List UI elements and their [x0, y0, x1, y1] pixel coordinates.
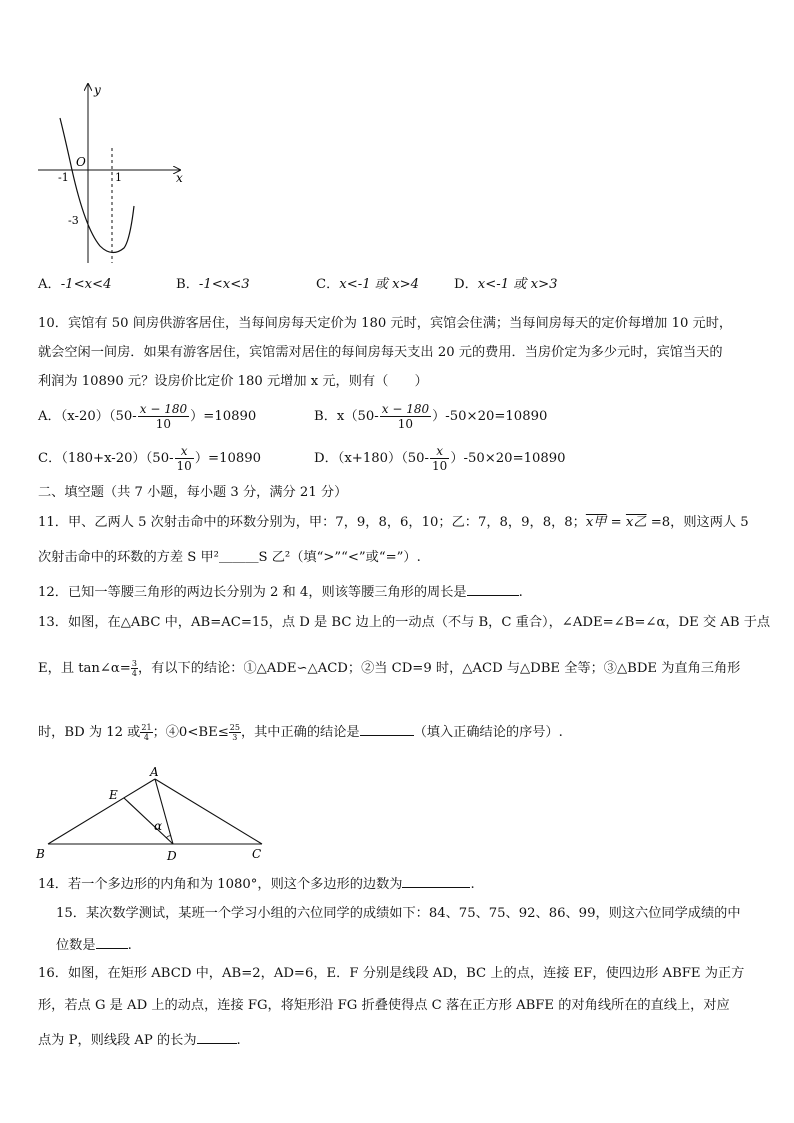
vertex-c-label: C [252, 847, 262, 861]
be-fraction: $\frac{25}{3}$ [229, 723, 240, 742]
graph-x-label: x [176, 171, 183, 185]
q13-line2: E，且 tan∠α= $\frac{3}{4}$ ，有以下的结论：①△ADE∽△ACD；②当 CD=9 时，△ACD 与△DBE 全等；③△BDE 为直角三角形 [38, 659, 741, 678]
q9-option-a: A．-1<x<4 [38, 277, 112, 292]
q10-option-d-fraction: $\frac{x}{10}$ [432, 444, 448, 473]
q12-answer-blank[interactable] [467, 582, 519, 596]
parabola-graph [30, 78, 200, 268]
q10-line1: 10．宾馆有 50 间房供游客居住，当每间房每天定价为 180 元时，宾馆会住满；当每间房每天的定价每增加 10 元时， [38, 316, 733, 331]
q10-option-a: A．（x-20）（50- $\frac{x - 180}{10}$ ）=10890 [38, 402, 257, 431]
vertex-a-label: A [150, 765, 159, 779]
q16-answer-blank[interactable] [197, 1030, 237, 1044]
q9-option-d: D．x<-1 或 x>3 [454, 277, 558, 292]
q9-option-c: C．x<-1 或 x>4 [316, 277, 420, 292]
mean-symbol-yi: x乙 [625, 515, 647, 530]
graph-tick-neg1: -1 [58, 171, 69, 184]
triangle-figure [30, 762, 280, 864]
q12-line: 12．已知一等腰三角形的两边长分别为 2 和 4，则该等腰三角形的周长是 . [38, 582, 523, 602]
graph-origin-label: O [76, 155, 86, 169]
tan-fraction: $\frac{3}{4}$ [131, 659, 137, 678]
q15-line2: 位数是 . [56, 935, 132, 955]
segment-ac [155, 779, 262, 844]
angle-alpha-label: α [154, 819, 163, 833]
q15-answer-blank[interactable] [96, 935, 128, 949]
segment-de [124, 798, 173, 844]
vertex-b-label: B [36, 847, 45, 861]
q10-option-c: C．（180+x-20）（50- $\frac{x}{10}$ ）=10890 [38, 444, 262, 473]
q13-answer-blank[interactable] [360, 722, 414, 736]
q10-option-b-fraction: $\frac{x - 180}{10}$ [381, 402, 430, 431]
q14-line: 14．若一个多边形的内角和为 1080°，则这个多边形的边数为 . [38, 874, 475, 894]
q15-line1: 15．某次数学测试，某班一个学习小组的六位同学的成绩如下：84、75、75、92、86、99，则这六位同学成绩的中 [56, 906, 741, 921]
q13-line3: 时，BD 为 12 或 $\frac{21}{4}$ ；④0<BE≤ $\frac{25}{3}$ ，其中正确的结论是 （填入正确结论的序号）. [38, 723, 563, 742]
mean-symbol-jia: x甲 [585, 515, 607, 530]
q9-option-b: B．-1<x<3 [176, 277, 250, 292]
q10-option-c-fraction: $\frac{x}{10}$ [176, 444, 192, 473]
q10-option-d: D．（x+180）（50- $\frac{x}{10}$ ）-50×20=10890 [314, 444, 566, 473]
q16-line2: 形，若点 G 是 AD 上的动点，连接 FG，将矩形沿 FG 折叠使得点 C 落在正方形 ABFE 的对角线所在的直线上，对应 [38, 998, 730, 1013]
vertex-e-label: E [109, 788, 118, 802]
q13-line1: 13．如图，在△ABC 中，AB=AC=15，点 D 是 BC 边上的一动点（不与 B，C 重合），∠ADE=∠B=∠α，DE 交 AB 于点 [38, 615, 771, 630]
q16-line1: 16．如图，在矩形 ABCD 中，AB=2，AD=6，E．F 分别是线段 AD，BC 上的点，连接 EF，使四边形 ABFE 为正方 [38, 966, 745, 981]
q10-option-b: B．x（50- $\frac{x - 180}{10}$ ）-50×20=10890 [314, 402, 548, 431]
parabola-curve [60, 118, 134, 253]
graph-tick-1: 1 [115, 171, 122, 184]
angle-alpha-arc [166, 836, 171, 838]
section-heading-fill-blank: 二、填空题（共 7 小题，每小题 3 分，满分 21 分） [38, 485, 348, 500]
q16-line3: 点为 P，则线段 AP 的长为 . [38, 1030, 241, 1050]
graph-y-label: y [94, 83, 101, 97]
q11-line1: 11．甲、乙两人 5 次射击命中的环数分别为，甲：7，9，8，6，10；乙：7，8，9，8，8；x甲 = x乙 =8，则这两人 5 [38, 515, 749, 530]
q10-line2: 就会空闲一间房．如果有游客居住，宾馆需对居住的每间房每天支出 20 元的费用．当房价定为多少元时，宾馆当天的 [38, 345, 723, 360]
graph-tick-neg3: -3 [68, 214, 79, 227]
bd-fraction: $\frac{21}{4}$ [141, 723, 152, 742]
vertex-d-label: D [167, 849, 177, 863]
q11-line2: 次射击命中的环数的方差 S 甲²＿＿＿S 乙²（填“>”“<”或“=”）. [38, 550, 421, 565]
q10-line3: 利润为 10890 元？设房价比定价 180 元增加 x 元，则有（ ） [38, 374, 428, 389]
q10-option-a-fraction: $\frac{x - 180}{10}$ [139, 402, 188, 431]
q14-answer-blank[interactable] [402, 874, 470, 888]
